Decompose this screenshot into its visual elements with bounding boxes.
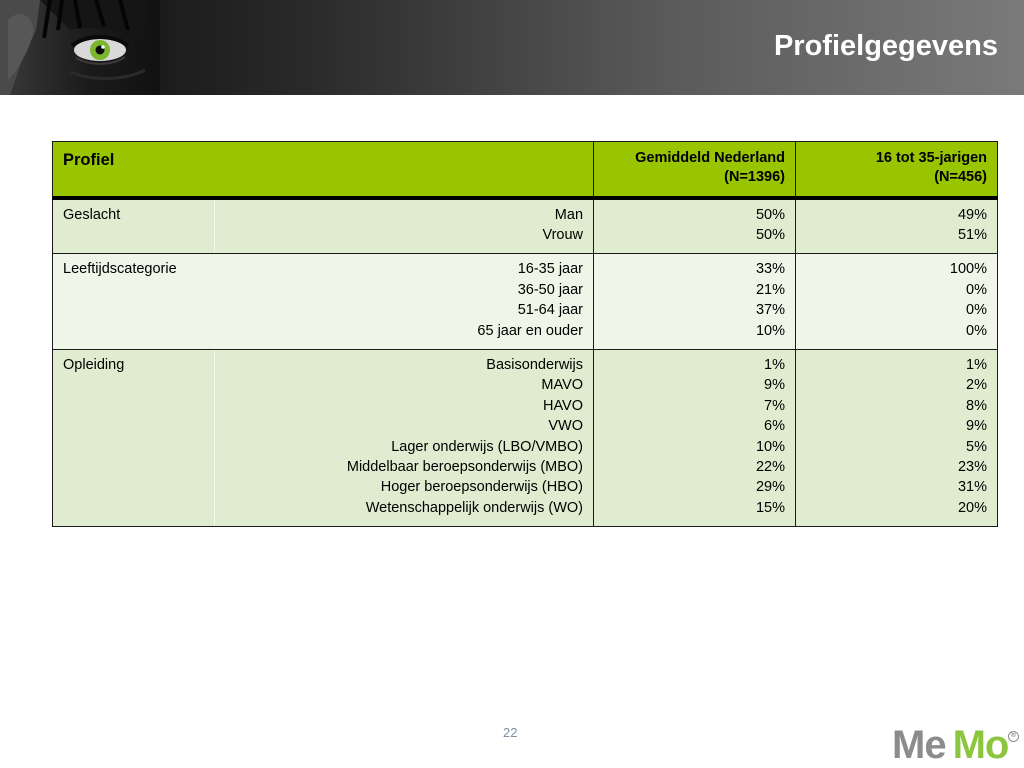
- header-band: [0, 0, 1024, 95]
- registered-mark-icon: ®: [1008, 731, 1019, 742]
- value-cell: 1%: [764, 356, 786, 373]
- value-cell: 9%: [764, 377, 786, 394]
- column-header-nederland-line1: Gemiddeld Nederland: [635, 150, 786, 166]
- subcategory-label: 51-64 jaar: [517, 302, 584, 319]
- subcategory-label: Hoger beroepsonderwijs (HBO): [380, 479, 584, 496]
- logo-mo-text: Mo: [952, 723, 1009, 767]
- column-header-nederland-line2: (N=1396): [724, 169, 786, 185]
- profile-table: [52, 141, 998, 527]
- table-row-leeftijd: [53, 254, 998, 350]
- value-cell: 8%: [966, 397, 988, 414]
- table-header-row: [53, 142, 998, 198]
- value-cell: 0%: [966, 302, 988, 319]
- value-cell: 20%: [957, 499, 988, 516]
- logo-me-text: Me: [892, 723, 946, 767]
- page-number: 22: [503, 725, 518, 740]
- subcategory-label: Wetenschappelijk onderwijs (WO): [365, 499, 584, 516]
- subcategory-label: Middelbaar beroepsonderwijs (MBO): [346, 458, 584, 475]
- row-values-nederland: [594, 349, 796, 526]
- subcategory-label: Vrouw: [542, 226, 584, 243]
- table-row-opleiding: [53, 349, 998, 526]
- value-cell: 29%: [755, 479, 786, 496]
- row-values-jongeren: [796, 198, 998, 254]
- row-subcategories: [214, 254, 594, 350]
- page-title: Profielgegevens: [773, 30, 998, 62]
- row-category: Leeftijdscategorie: [53, 254, 214, 350]
- value-cell: 100%: [949, 261, 988, 278]
- value-cell: 0%: [966, 322, 988, 339]
- value-cell: 2%: [966, 377, 988, 394]
- value-cell: 1%: [966, 356, 988, 373]
- row-category: Opleiding: [53, 349, 214, 526]
- value-cell: 49%: [957, 206, 988, 223]
- memo-logo: [892, 725, 1022, 765]
- value-cell: 50%: [755, 226, 786, 243]
- value-cell: 22%: [755, 458, 786, 475]
- value-cell: 5%: [966, 438, 988, 455]
- value-cell: 0%: [966, 281, 988, 298]
- row-values-jongeren: [796, 349, 998, 526]
- row-values-nederland: [594, 254, 796, 350]
- subcategory-label: Basisonderwijs: [486, 356, 584, 373]
- value-cell: 10%: [755, 322, 786, 339]
- row-values-nederland: [594, 198, 796, 254]
- value-cell: 6%: [764, 418, 786, 435]
- value-cell: 50%: [755, 206, 786, 223]
- subcategory-label: HAVO: [542, 397, 584, 414]
- row-values-jongeren: [796, 254, 998, 350]
- subcategory-label: 65 jaar en ouder: [477, 322, 584, 339]
- value-cell: 31%: [957, 479, 988, 496]
- value-cell: 51%: [957, 226, 988, 243]
- subcategory-label: MAVO: [541, 377, 584, 394]
- subcategory-label: 36-50 jaar: [517, 281, 584, 298]
- eye-photo-icon: [0, 0, 160, 95]
- column-header-jongeren-line1: 16 tot 35-jarigen: [875, 150, 988, 166]
- value-cell: 10%: [755, 438, 786, 455]
- subcategory-label: 16-35 jaar: [517, 261, 584, 278]
- row-subcategories: [214, 349, 594, 526]
- subcategory-label: Lager onderwijs (LBO/VMBO): [391, 438, 584, 455]
- value-cell: 9%: [966, 418, 988, 435]
- value-cell: 15%: [755, 499, 786, 516]
- value-cell: 37%: [755, 302, 786, 319]
- row-category: Geslacht: [53, 198, 214, 254]
- value-cell: 7%: [764, 397, 786, 414]
- column-header-profiel: Profiel: [53, 142, 594, 198]
- subcategory-label: Man: [554, 206, 584, 223]
- value-cell: 33%: [755, 261, 786, 278]
- subcategory-label: VWO: [548, 418, 584, 435]
- value-cell: 23%: [957, 458, 988, 475]
- column-header-nederland: [594, 142, 796, 198]
- row-subcategories: [214, 198, 594, 254]
- table-row-geslacht: [53, 198, 998, 254]
- column-header-jongeren-line2: (N=456): [934, 169, 988, 185]
- column-header-jongeren: [796, 142, 998, 198]
- value-cell: 21%: [755, 281, 786, 298]
